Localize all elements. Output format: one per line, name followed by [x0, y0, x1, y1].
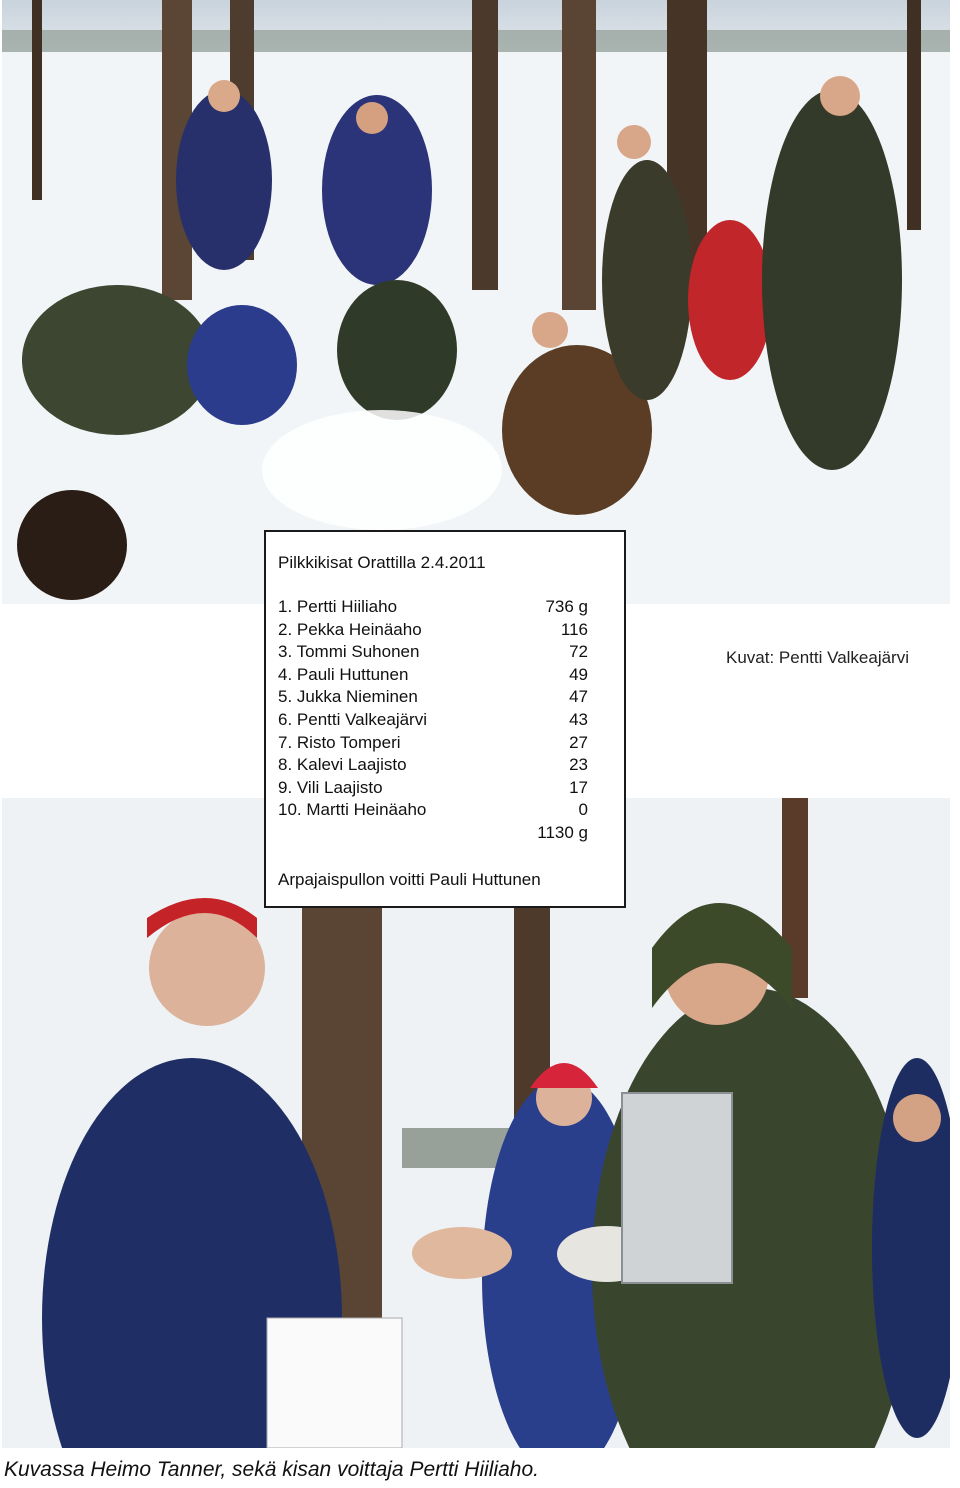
result-row: [278, 777, 612, 800]
lottery-winner-text: Arpajaispullon voitti Pauli Huttunen: [278, 869, 541, 889]
result-value: 43: [569, 709, 588, 729]
photo-ice-fishing-group: [2, 0, 950, 604]
result-row: [278, 799, 612, 822]
result-row: [278, 641, 612, 664]
result-name: 4. Pauli Huttunen: [278, 664, 409, 684]
photo-caption: Kuvassa Heimo Tanner, sekä kisan voittaja Pertti Hiiliaho.: [4, 1458, 539, 1481]
result-value: 0: [578, 800, 588, 820]
result-name: 3. Tommi Suhonen: [278, 642, 420, 662]
result-value: 47: [569, 687, 588, 707]
result-row: [278, 732, 612, 755]
result-name: 9. Vili Laajisto: [278, 777, 383, 797]
result-value: 49: [569, 664, 588, 684]
result-name: 1. Pertti Hiiliaho: [278, 597, 398, 616]
results-list: [278, 596, 612, 822]
photo-top-illustration: [2, 0, 950, 604]
result-name: 5. Jukka Nieminen: [278, 687, 418, 707]
result-value: 736 g: [545, 597, 588, 616]
result-row: [278, 596, 612, 619]
result-name: 8. Kalevi Laajisto: [278, 755, 407, 775]
result-value: 116: [560, 619, 588, 639]
result-name: 10. Martti Heinäaho: [278, 800, 427, 820]
result-name: 7. Risto Tomperi: [278, 732, 401, 752]
result-value: 23: [569, 755, 588, 775]
result-value: 27: [569, 732, 588, 752]
result-row: [278, 754, 612, 777]
results-total-row: [278, 822, 612, 845]
result-row: [278, 619, 612, 642]
photo-credit: Kuvat: Pentti Valkeajärvi: [726, 648, 909, 667]
result-name: 2. Pekka Heinäaho: [278, 619, 422, 639]
result-row: [278, 686, 612, 709]
results-box: [264, 530, 626, 908]
result-row: [278, 709, 612, 732]
result-row: [278, 664, 612, 687]
result-name: 6. Pentti Valkeajärvi: [278, 709, 427, 729]
results-title: Pilkkikisat Orattilla 2.4.2011: [278, 553, 486, 572]
result-value: 72: [569, 642, 588, 662]
result-value: 17: [569, 777, 588, 797]
results-total: 1130 g: [537, 822, 588, 842]
